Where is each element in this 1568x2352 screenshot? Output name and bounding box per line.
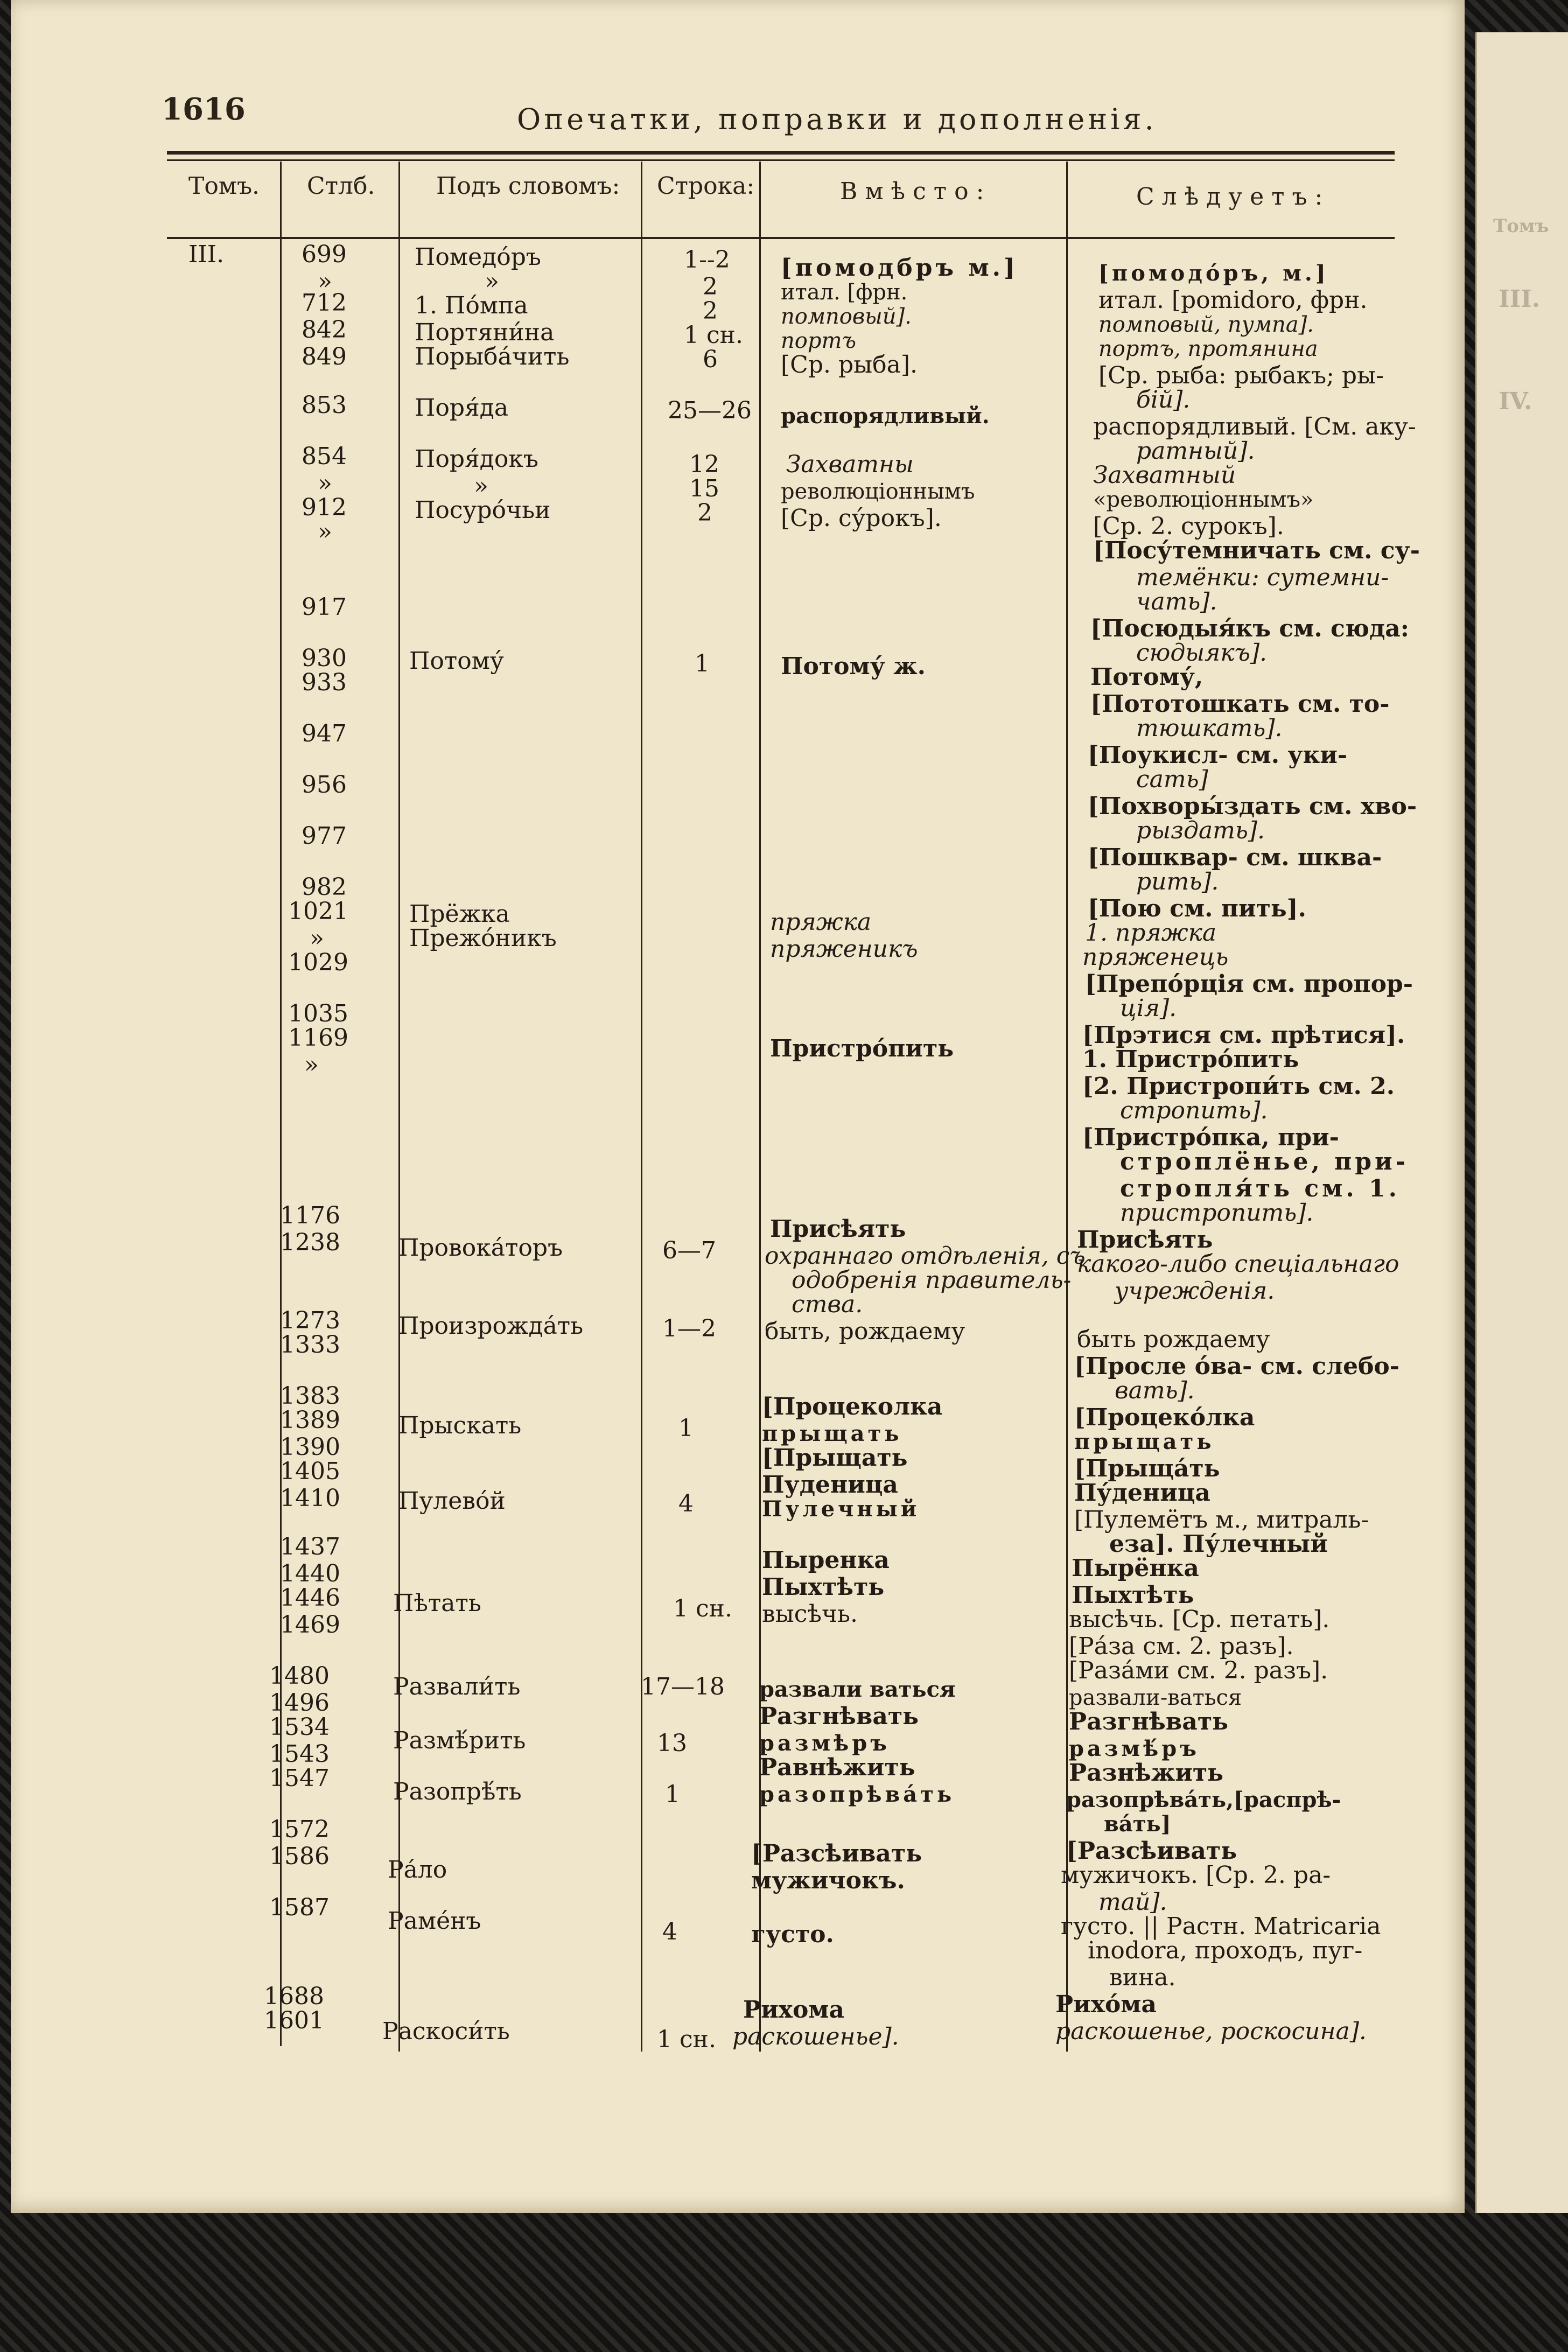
instead-cell: помповый]. <box>781 304 912 329</box>
follows-cell: Присѣять <box>1077 1226 1213 1254</box>
follows-cell: разопрѣва́ть,[распрѣ- <box>1066 1787 1341 1812</box>
instead-cell: Равнѣжить <box>759 1754 915 1781</box>
stolb-cell: 1273 <box>280 1307 340 1334</box>
word-cell: Ра́ло <box>388 1856 447 1884</box>
follows-cell: ва́ть] <box>1104 1811 1171 1837</box>
follows-cell: еза]. Пу́лечный <box>1109 1530 1328 1558</box>
stolb-cell: 853 <box>302 391 347 419</box>
instead-cell: [Прыщать <box>762 1444 908 1472</box>
column-header-rule <box>167 237 1395 239</box>
stolb-cell: 1480 <box>269 1662 330 1690</box>
word-cell: » <box>485 268 499 295</box>
instead-cell: распорядливый. <box>781 403 990 429</box>
follows-cell: [2. Пристропи́ть см. 2. <box>1082 1073 1395 1100</box>
stolb-cell: 849 <box>302 343 347 370</box>
follows-cell: высѣчь. [Ср. петать]. <box>1069 1606 1330 1633</box>
line-cell: 4 <box>662 1918 677 1945</box>
follows-cell: [Процеко́лка <box>1074 1404 1255 1431</box>
follows-cell: [Просле о́ва- см. слебо- <box>1074 1353 1400 1380</box>
column-header-vmesto: Вмѣсто: <box>840 178 992 205</box>
follows-cell: какого-либо спеціальнаго <box>1077 1250 1399 1278</box>
follows-cell: Пу́деница <box>1074 1479 1210 1507</box>
follows-cell: мужичокъ. [Ср. 2. ра- <box>1061 1861 1331 1889</box>
follows-cell: строплёнье, при- <box>1120 1148 1409 1175</box>
word-cell: Разопрѣ́ть <box>393 1778 522 1805</box>
instead-cell: одобренія правитель- <box>792 1266 1072 1294</box>
follows-cell: [Пристро́пка, при- <box>1082 1124 1339 1151</box>
follows-cell: 1. пряжка <box>1085 919 1217 947</box>
word-cell: Прежо́никъ <box>409 925 557 952</box>
stolb-cell: 1333 <box>280 1331 340 1359</box>
follows-cell: [Разсѣивать <box>1066 1837 1237 1865</box>
follows-cell: распорядливый. [См. аку- <box>1093 413 1416 440</box>
word-cell: Прыскать <box>398 1412 522 1439</box>
word-cell: Произрожда́ть <box>398 1312 584 1340</box>
column-header-stolb: Стлб. <box>307 172 375 200</box>
follows-cell: Пырёнка <box>1072 1555 1199 1582</box>
follows-cell: помповый, пумпа]. <box>1098 312 1314 337</box>
follows-cell: развали-ваться <box>1069 1685 1242 1710</box>
stolb-cell: » <box>318 518 332 545</box>
instead-cell: размѣръ <box>759 1731 890 1756</box>
follows-cell: Рихо́ма <box>1055 1991 1157 2018</box>
line-cell: 1 сн. <box>684 321 743 349</box>
page-title: Опечатки, поправки и дополненія. <box>517 102 1157 136</box>
stolb-cell: 1496 <box>269 1689 330 1717</box>
column-header-pod-slovom: Подъ словомъ: <box>436 172 620 200</box>
follows-cell: [Пулемётъ м., митраль- <box>1074 1506 1369 1534</box>
instead-cell: Пуденица <box>762 1471 898 1499</box>
stolb-cell: 1410 <box>280 1485 340 1512</box>
follows-cell: сать] <box>1136 766 1208 793</box>
follows-cell: рить]. <box>1136 868 1219 895</box>
line-cell: 1 <box>678 1415 694 1442</box>
follows-cell: [Похворы́здать см. хво- <box>1088 793 1417 820</box>
stolb-cell: 1383 <box>280 1382 340 1410</box>
stolb-cell: 842 <box>302 316 347 344</box>
follows-cell: тюшкать]. <box>1136 715 1283 742</box>
follows-cell: [Ра́за см. 2. разъ]. <box>1069 1633 1294 1660</box>
instead-cell: Пристро́пить <box>770 1035 954 1062</box>
stolb-cell: 982 <box>302 873 347 901</box>
follows-cell: Захватный <box>1093 461 1236 489</box>
word-cell: Пѣтать <box>393 1590 481 1617</box>
stolb-cell: 1440 <box>280 1560 340 1587</box>
instead-cell: революціоннымъ <box>781 479 975 504</box>
instead-cell: портъ <box>781 328 857 353</box>
word-cell: » <box>474 472 488 500</box>
follows-cell: рыздать]. <box>1136 817 1265 844</box>
line-cell: 4 <box>678 1490 694 1517</box>
line-cell: 6—7 <box>662 1237 716 1264</box>
instead-cell: пряженикъ <box>770 935 918 963</box>
stolb-cell: » <box>318 470 332 497</box>
line-cell: 12 <box>689 451 719 478</box>
stolb-cell: 1534 <box>269 1713 330 1741</box>
next-page-edge <box>1475 32 1568 2213</box>
stolb-cell: 1688 <box>264 1983 324 2010</box>
stolb-cell: 1547 <box>269 1765 330 1792</box>
follows-cell: [Посюдыя́къ см. сюда: <box>1090 615 1410 642</box>
instead-cell: высѣчь. <box>762 1600 858 1628</box>
word-cell: Порыба́чить <box>415 343 570 370</box>
ghost-text: IV. <box>1499 388 1532 415</box>
follows-cell: ція]. <box>1120 995 1177 1022</box>
follows-cell: [Ср. рыба: рыбакъ; ры- <box>1098 362 1384 389</box>
stolb-cell: 854 <box>302 443 347 470</box>
word-cell: Помедо́ръ <box>415 243 541 271</box>
instead-cell: Захватны <box>786 451 914 478</box>
stolb-cell: 956 <box>302 771 347 799</box>
word-cell: Размѣ́рить <box>393 1727 526 1754</box>
follows-cell: [Прыща́ть <box>1074 1455 1220 1482</box>
word-cell: Раме́нъ <box>388 1907 481 1935</box>
follows-cell: [Пошквар- см. шква- <box>1088 844 1382 871</box>
word-cell: Прёжка <box>409 900 510 928</box>
header-rule <box>167 151 1395 155</box>
stolb-cell: 1469 <box>280 1611 340 1639</box>
follows-cell: [Препо́рція см. пропор- <box>1085 970 1413 998</box>
follows-cell: размѣ́ръ <box>1069 1736 1200 1761</box>
column-header-sleduet: Слѣдуетъ: <box>1136 183 1331 211</box>
word-cell: Раскоси́ть <box>382 2018 510 2045</box>
follows-cell: бій]. <box>1136 386 1191 414</box>
line-cell: 1 сн. <box>673 1595 732 1622</box>
instead-cell: быть, рождаему <box>765 1318 965 1345</box>
stolb-cell: 1586 <box>269 1843 330 1870</box>
follows-cell: [помодо́ръ, м.] <box>1098 261 1329 286</box>
instead-cell: раскошенье]. <box>732 2023 899 2050</box>
follows-cell: [Раза́ми см. 2. разъ]. <box>1069 1657 1328 1684</box>
line-cell: 1—2 <box>662 1315 716 1342</box>
follows-cell: вина. <box>1109 1964 1176 1991</box>
ghost-text: III. <box>1499 285 1541 313</box>
stolb-cell: 1029 <box>288 949 348 976</box>
ghost-text: Томъ <box>1493 215 1549 237</box>
column-divider <box>641 162 642 2052</box>
follows-cell: Пыхтѣть <box>1072 1581 1194 1609</box>
document-page <box>11 0 1465 2213</box>
word-cell: Поря́докъ <box>415 445 538 473</box>
follows-cell: Разнѣжить <box>1069 1759 1224 1787</box>
follows-cell: 1. Пристро́пить <box>1082 1046 1299 1073</box>
stolb-cell: 1446 <box>280 1584 340 1612</box>
instead-cell: ства. <box>792 1291 863 1318</box>
line-cell: 25—26 <box>668 397 752 424</box>
instead-cell: Пулечный <box>762 1496 920 1522</box>
follows-cell: [Поукисл- см. уки- <box>1088 741 1348 769</box>
follows-cell: [Пою см. пить]. <box>1088 895 1306 922</box>
word-cell: Потому́ <box>409 647 504 675</box>
follows-cell: итал. [pomidoro, фрн. <box>1098 286 1368 314</box>
follows-cell: тай]. <box>1098 1888 1167 1916</box>
word-cell: Развали́ть <box>393 1673 521 1700</box>
stolb-cell: 1389 <box>280 1406 340 1434</box>
instead-cell: пряжка <box>770 908 872 936</box>
stolb-cell: 699 <box>302 241 347 268</box>
column-header-stroka: Строка: <box>657 172 755 200</box>
instead-cell: мужичокъ. <box>751 1867 905 1894</box>
stolb-cell: 712 <box>302 289 347 317</box>
follows-cell: стропля́ть см. 1. <box>1120 1175 1400 1202</box>
instead-cell: Рихома <box>743 1996 845 2024</box>
follows-cell: портъ, протянина <box>1098 337 1318 361</box>
line-cell: 1--2 <box>684 246 730 274</box>
instead-cell: [Ср. рыба]. <box>781 351 918 379</box>
page-number: 1616 <box>162 92 246 127</box>
word-cell: Портяни́на <box>415 319 555 346</box>
instead-cell: Присѣять <box>770 1215 906 1243</box>
follows-cell: Потому́, <box>1090 663 1203 691</box>
header-rule <box>167 159 1395 161</box>
column-header-tom: Томъ. <box>188 172 260 200</box>
instead-cell: [Ср. су́рокъ]. <box>781 505 942 532</box>
follows-cell: вать]. <box>1115 1377 1195 1404</box>
follows-cell: раскошенье, роскосина]. <box>1055 2018 1367 2045</box>
line-cell: 2 <box>697 499 712 527</box>
follows-cell: [Ср. 2. сурокъ]. <box>1093 513 1284 540</box>
word-cell: Пулево́й <box>398 1487 506 1515</box>
stolb-cell: 933 <box>302 669 347 696</box>
line-cell: 2 <box>703 273 718 300</box>
follows-cell: стропить]. <box>1120 1097 1268 1124</box>
follows-cell: «революціоннымъ» <box>1093 487 1314 512</box>
volume-cell: III. <box>188 241 225 268</box>
stolb-cell: 1169 <box>288 1024 348 1052</box>
instead-cell: Потому́ ж. <box>781 653 926 680</box>
line-cell: 1 сн. <box>657 2026 716 2053</box>
stolb-cell: 1176 <box>280 1202 340 1229</box>
stolb-cell: 912 <box>302 494 347 521</box>
follows-cell: [Прэтися см. прѣтися]. <box>1082 1021 1405 1049</box>
instead-cell: охраннаго отдѣленія, съ <box>765 1242 1086 1270</box>
follows-cell: учрежденія. <box>1115 1277 1275 1305</box>
stolb-cell: 1405 <box>280 1458 340 1485</box>
instead-cell: прыщать <box>762 1421 902 1446</box>
instead-cell: густо. <box>751 1921 834 1948</box>
line-cell: 2 <box>703 297 718 325</box>
stolb-cell: 1035 <box>288 1000 348 1027</box>
stolb-cell: » <box>310 925 324 952</box>
column-divider <box>398 162 400 2052</box>
line-cell: 15 <box>689 475 719 502</box>
stolb-cell: 1601 <box>264 2007 324 2034</box>
instead-cell: [Разсѣивать <box>751 1840 922 1867</box>
stolb-cell: 1587 <box>269 1894 330 1921</box>
word-cell: Провока́торъ <box>398 1234 563 1262</box>
follows-cell: чать]. <box>1136 588 1217 615</box>
follows-cell: пряженець <box>1082 943 1229 971</box>
instead-cell: итал. [фрн. <box>781 280 908 305</box>
line-cell: 1 <box>695 650 710 677</box>
stolb-cell: » <box>318 268 332 295</box>
line-cell: 13 <box>657 1730 687 1757</box>
follows-cell: ратный]. <box>1136 437 1255 465</box>
stolb-cell: 977 <box>302 822 347 850</box>
stolb-cell: 1238 <box>280 1229 340 1256</box>
stolb-cell: » <box>304 1051 319 1079</box>
follows-cell: [Посу́темничать см. су- <box>1093 537 1420 564</box>
line-cell: 6 <box>703 346 718 373</box>
stolb-cell: 917 <box>302 593 347 621</box>
word-cell: Поря́да <box>415 394 509 422</box>
word-cell: Посуро́чьи <box>415 496 551 524</box>
follows-cell: прыщать <box>1074 1429 1215 1454</box>
follows-cell: быть рождаему <box>1077 1326 1270 1353</box>
stolb-cell: 1572 <box>269 1816 330 1843</box>
line-cell: 17—18 <box>641 1673 725 1700</box>
instead-cell: Пыхтѣть <box>762 1573 885 1601</box>
instead-cell: разопрѣва́ть <box>759 1782 955 1807</box>
stolb-cell: 1021 <box>288 898 348 925</box>
follows-cell: Разгнѣвать <box>1069 1708 1228 1735</box>
stolb-cell: 930 <box>302 645 347 672</box>
instead-cell: Разгнѣвать <box>759 1703 919 1730</box>
instead-cell: развали ваться <box>759 1677 956 1702</box>
follows-cell: темёнки: сутемни- <box>1136 564 1389 591</box>
follows-cell: пристропить]. <box>1120 1199 1314 1227</box>
stolb-cell: 1390 <box>280 1433 340 1461</box>
follows-cell: inodora, проходъ, пуг- <box>1088 1937 1363 1964</box>
follows-cell: густо. || Растн. Matricaria <box>1061 1913 1381 1940</box>
instead-cell: [помодбръ м.] <box>781 254 1018 282</box>
instead-cell: Пыренка <box>762 1546 890 1574</box>
stolb-cell: 947 <box>302 720 347 747</box>
column-divider <box>1066 162 1068 2052</box>
stolb-cell: 1543 <box>269 1740 330 1768</box>
instead-cell: [Процеколка <box>762 1393 943 1420</box>
stolb-cell: 1437 <box>280 1533 340 1560</box>
follows-cell: сюдыякъ]. <box>1136 639 1267 667</box>
line-cell: 1 <box>665 1781 680 1808</box>
word-cell: 1. По́мпа <box>415 292 528 319</box>
follows-cell: [Пототошкать см. то- <box>1090 690 1390 718</box>
